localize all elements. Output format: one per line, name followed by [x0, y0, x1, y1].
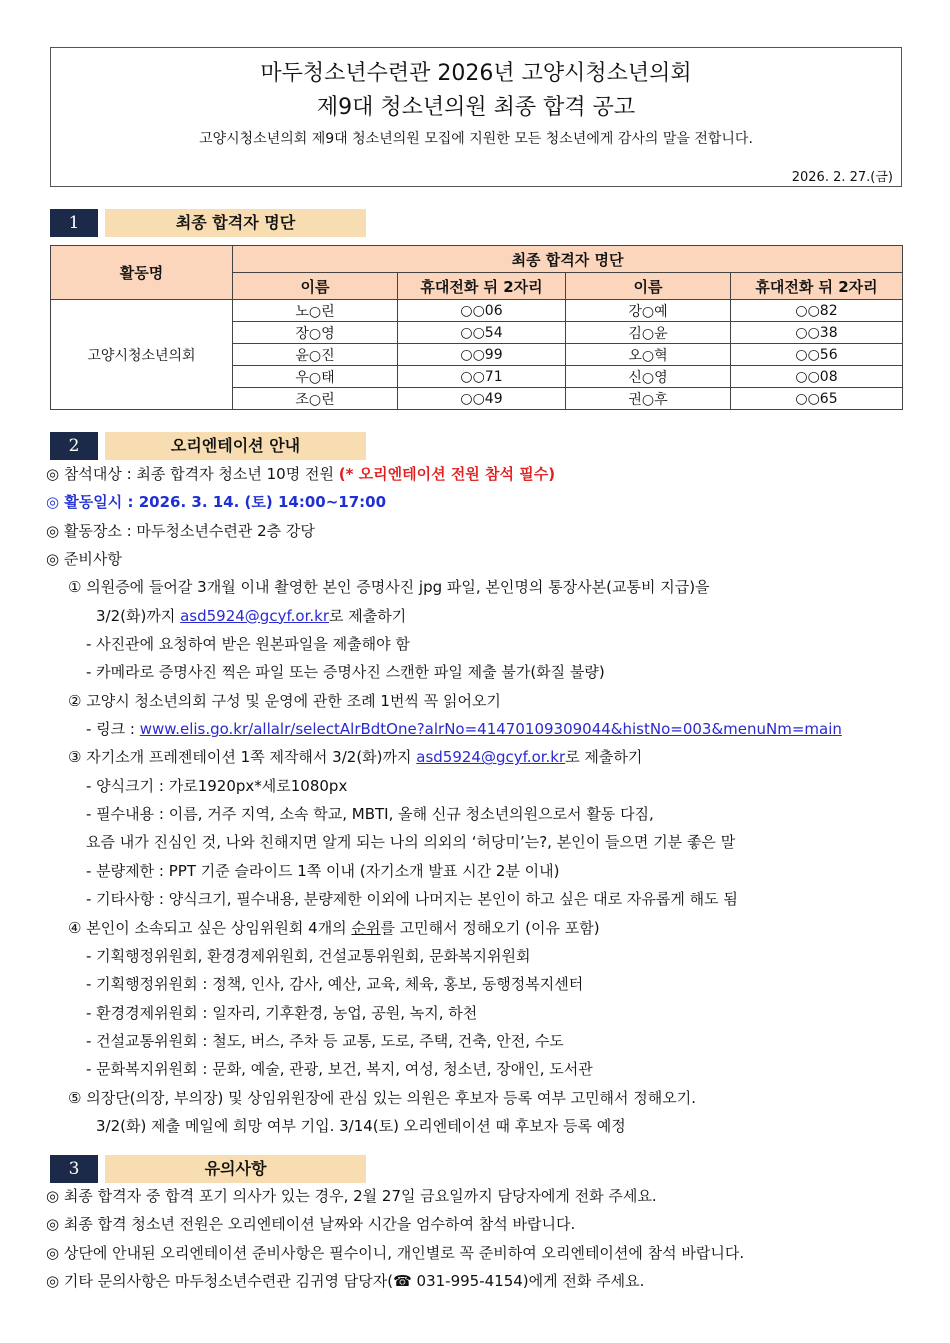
title-box — [50, 47, 902, 187]
email-link[interactable]: asd5924@gcyf.or.kr — [416, 748, 566, 767]
col-name: 이름 — [566, 273, 731, 300]
prep-title: ◎ 준비사항 — [46, 550, 122, 569]
name-cell: 노○린 — [233, 300, 398, 322]
item-3 — [46, 743, 906, 771]
datetime-line: ◎ 활동일시 : 2026. 3. 14. (토) 14:00~17:00 — [46, 493, 387, 512]
section-title: 최종 합격자 명단 — [105, 209, 366, 237]
item-1-note: - 카메라로 증명사진 찍은 파일 또는 증명사진 스캔한 파일 제출 불가(화질 불량) — [86, 663, 605, 682]
section-title: 유의사항 — [105, 1155, 366, 1183]
name-cell: 권○후 — [566, 388, 731, 410]
item-4-note: - 기획행정위원회, 환경경제위원회, 건설교통위원회, 문화복지위원회 — [86, 946, 531, 965]
name-cell: 장○영 — [233, 322, 398, 344]
item-3-text: ③ 자기소개 프레젠테이션 1쪽 제작해서 3/2(화)까지 — [68, 748, 417, 767]
target-note: (* 오리엔테이션 전원 참석 필수) — [338, 465, 556, 483]
place-line: ◎ 활동장소 : 마두청소년수련관 2층 강당 — [46, 521, 315, 540]
item-3-note: - 필수내용 : 이름, 거주 지역, 소속 학교, MBTI, 올해 신규 청소년의원으로서 활동 다짐, — [86, 805, 654, 824]
col-name: 이름 — [233, 273, 398, 300]
target-label: ◎ 참석대상 : 최종 합격자 청소년 10명 전원 — [46, 465, 339, 483]
note-item: ◎ 최종 합격자 중 합격 포기 의사가 있는 경우, 2월 27일 금요일까지 담당자에게 전화 주세요. — [46, 1187, 657, 1205]
note-item: ◎ 기타 문의사항은 마두청소년수련관 김귀영 담당자(☎ 031-995-4154)에게 전화 주세요. — [46, 1271, 645, 1290]
col-phone: 휴대전화 뒤 2자리 — [398, 273, 566, 300]
item-3-note: 요즘 내가 진심인 것, 나와 친해지면 알게 되는 나의 의외의 ‘허당미’는?, 본인이 들으면 기분 좋은 말 — [86, 833, 736, 852]
title-line-1: 마두청소년수련관 2026년 고양시청소년의회 — [260, 61, 692, 86]
table-row — [51, 300, 903, 322]
section-title: 오리엔테이션 안내 — [105, 432, 366, 460]
item-5: ⑤ 의장단(의장, 부의장) 및 상임위원장에 관심 있는 의원은 후보자 등록 여부 고민해서 정해오기. — [68, 1088, 697, 1107]
col-phone: 휴대전화 뒤 2자리 — [731, 273, 903, 300]
ordinance-link[interactable]: www.elis.go.kr/allalr/selectAlrBdtOne?alrNo=41470109309044&histNo=003&menuNm=main — [139, 720, 842, 739]
item-4-underlined: 순위 — [351, 918, 381, 937]
col-activity: 활동명 — [51, 246, 233, 300]
item-1: ① 의원증에 들어갈 3개월 이내 촬영한 본인 증명사진 jpg 파일, 본인명의 통장사본(교통비 지급)을 — [68, 578, 710, 597]
phone-cell: ○○71 — [398, 366, 566, 388]
phone-cell: ○○54 — [398, 322, 566, 344]
item-3-suffix: 로 제출하기 — [565, 748, 643, 767]
item-3-note: - 기타사항 : 양식크기, 필수내용, 분량제한 이외에 나머지는 본인이 하고 싶은 대로 자유롭게 해도 됨 — [86, 890, 738, 909]
final-list-table — [50, 245, 903, 410]
phone-cell: ○○49 — [398, 388, 566, 410]
link-label: - 링크 : — [86, 720, 140, 739]
item-1-note: - 사진관에 요청하여 받은 원본파일을 제출해야 함 — [86, 635, 410, 654]
name-cell: 신○영 — [566, 366, 731, 388]
item-4-suffix: 를 고민해서 정해오기 (이유 포함) — [380, 918, 600, 937]
item-4-note: - 환경경제위원회 : 일자리, 기후환경, 농업, 공원, 녹지, 하천 — [86, 1003, 478, 1022]
name-cell: 강○예 — [566, 300, 731, 322]
item-1-deadline-text: 3/2(화)까지 — [96, 606, 181, 625]
phone-cell: ○○08 — [731, 366, 903, 388]
notes-list — [46, 1182, 906, 1295]
item-2-link-line — [46, 715, 906, 743]
phone-cell: ○○38 — [731, 322, 903, 344]
activity-cell: 고양시청소년의회 — [51, 300, 233, 410]
phone-cell: ○○99 — [398, 344, 566, 366]
section-number: 1 — [50, 209, 98, 237]
section-number: 3 — [50, 1155, 98, 1183]
phone-cell: ○○56 — [731, 344, 903, 366]
phone-cell: ○○06 — [398, 300, 566, 322]
note-item: ◎ 상단에 안내된 오리엔테이션 준비사항은 필수이니, 개인별로 꼭 준비하여 오리엔테이션에 참석 바랍니다. — [46, 1243, 745, 1262]
col-group: 최종 합격자 명단 — [233, 246, 903, 273]
name-cell: 조○린 — [233, 388, 398, 410]
item-1-deadline — [46, 602, 906, 630]
name-cell: 오○혁 — [566, 344, 731, 366]
subtitle: 고양시청소년의회 제9대 청소년의원 모집에 지원한 모든 청소년에게 감사의 말을 전합니다. — [199, 131, 753, 147]
item-4 — [46, 914, 906, 942]
name-cell: 우○태 — [233, 366, 398, 388]
orientation-info — [46, 460, 906, 1140]
name-cell: 윤○진 — [233, 344, 398, 366]
title-line-2: 제9대 청소년의원 최종 합격 공고 — [316, 95, 636, 120]
item-2: ② 고양시 청소년의회 구성 및 운영에 관한 조례 1번씩 꼭 읽어오기 — [68, 691, 501, 710]
item-4-note: - 문화복지위원회 : 문화, 예술, 관광, 보건, 복지, 여성, 청소년, 장애인, 도서관 — [86, 1060, 593, 1079]
phone-cell: ○○65 — [731, 388, 903, 410]
section-number: 2 — [50, 432, 98, 460]
item-3-note: - 분량제한 : PPT 기준 슬라이드 1쪽 이내 (자기소개 발표 시간 2분 이내) — [86, 861, 560, 880]
item-4-note: - 건설교통위원회 : 철도, 버스, 주차 등 교통, 도로, 주택, 건축, 안전, 수도 — [86, 1031, 564, 1050]
item-5-note: 3/2(화) 제출 메일에 희망 여부 기입. 3/14(토) 오리엔테이션 때 후보자 등록 예정 — [96, 1116, 626, 1135]
item-1-deadline-suffix: 로 제출하기 — [329, 606, 407, 625]
target-line — [46, 460, 906, 488]
note-item: ◎ 최종 합격 청소년 전원은 오리엔테이션 날짜와 시간을 엄수하여 참석 바랍니다. — [46, 1215, 576, 1234]
item-3-note: - 양식크기 : 가로1920px*세로1080px — [86, 776, 348, 795]
phone-cell: ○○82 — [731, 300, 903, 322]
notice-date: 2026. 2. 27.(금) — [791, 170, 893, 185]
item-4-text: ④ 본인이 소속되고 싶은 상임위원회 4개의 — [68, 918, 352, 937]
email-link[interactable]: asd5924@gcyf.or.kr — [180, 606, 329, 625]
name-cell: 김○윤 — [566, 322, 731, 344]
item-4-note: - 기획행정위원회 : 정책, 인사, 감사, 예산, 교육, 체육, 홍보, 동행정복지센터 — [86, 975, 584, 994]
